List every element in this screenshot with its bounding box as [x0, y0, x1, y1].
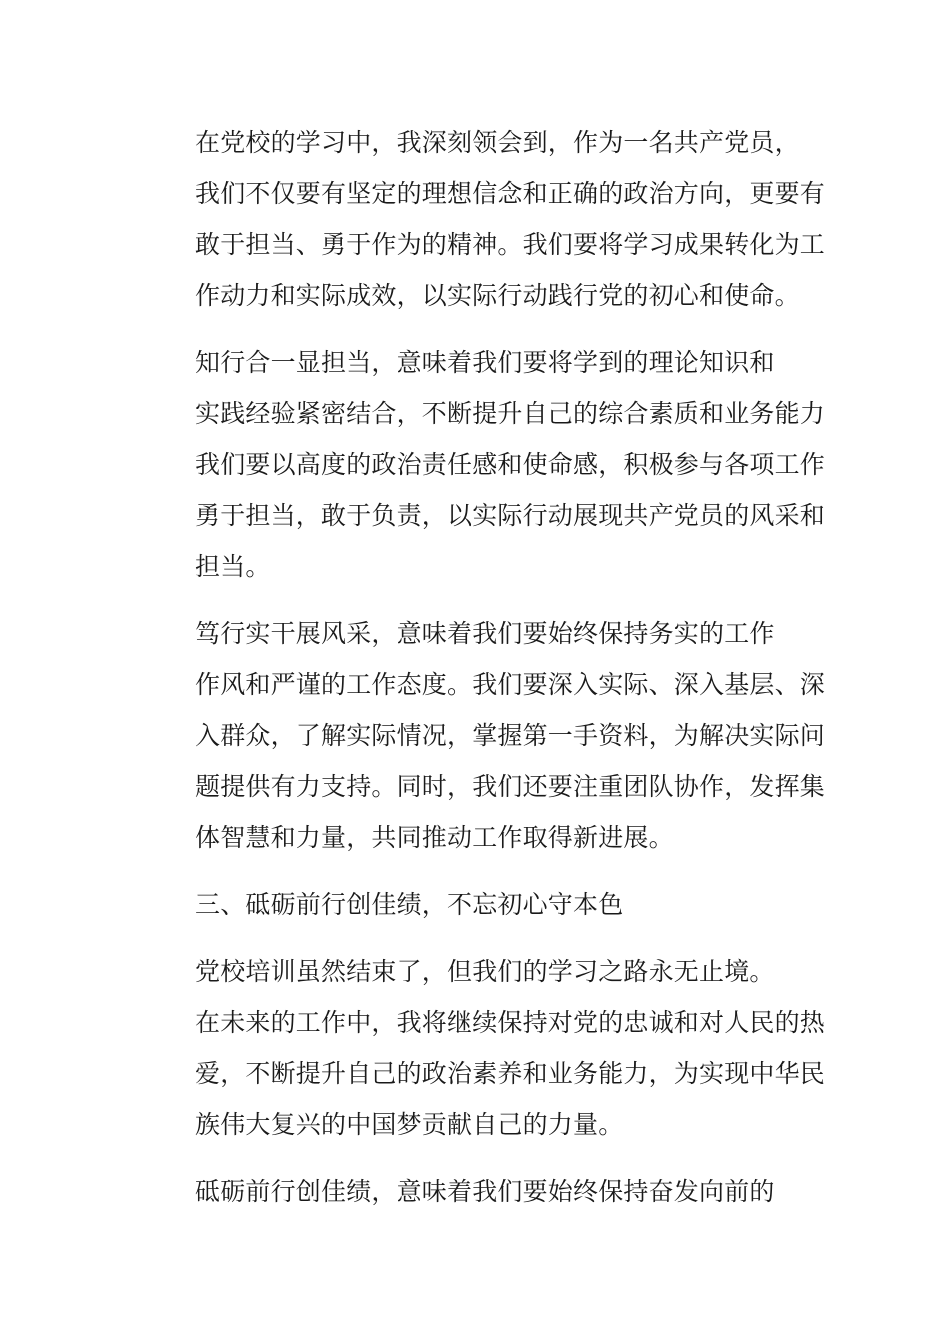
text-line: 入群众，了解实际情况，掌握第一手资料，为解决实际问 — [195, 721, 826, 750]
text-line: 知行合一显担当，意味着我们要将学到的理论知识和 — [195, 348, 775, 377]
paragraph-continued-learning — [144, 946, 824, 1150]
text-line: 体智慧和力量，共同推动工作取得新进展。 — [195, 823, 674, 852]
text-line: 我们要以高度的政治责任感和使命感，积极参与各项工作 — [195, 450, 826, 479]
paragraph-unity-of-knowledge-action — [144, 337, 824, 592]
text-line: 勇于担当，敢于负责，以实际行动展现共产党员的风采和 — [195, 501, 826, 530]
text-line: 族伟大复兴的中国梦贡献自己的力量。 — [195, 1110, 624, 1139]
text-line: 砥砺前行创佳绩，意味着我们要始终保持奋发向前的 — [195, 1177, 775, 1206]
text-line: 作动力和实际成效，以实际行动践行党的初心和使命。 — [195, 281, 800, 310]
text-line: 在未来的工作中，我将继续保持对党的忠诚和对人民的热 — [195, 1008, 826, 1037]
text-line: 笃行实干展风采，意味着我们要始终保持务实的工作 — [195, 619, 775, 648]
paragraph-practical-work — [144, 608, 824, 863]
text-line: 党校培训虽然结束了，但我们的学习之路永无止境。 — [195, 957, 775, 986]
text-line: 敢于担当、勇于作为的精神。我们要将学习成果转化为工 — [195, 230, 826, 259]
text-line: 我们不仅要有坚定的理想信念和正确的政治方向，更要有 — [195, 179, 826, 208]
text-line: 作风和严谨的工作态度。我们要深入实际、深入基层、深 — [195, 670, 826, 699]
text-line: 题提供有力支持。同时，我们还要注重团队协作，发挥集 — [195, 772, 826, 801]
text-line: 爱，不断提升自己的政治素养和业务能力，为实现中华民 — [195, 1059, 826, 1088]
paragraph-forging-ahead — [144, 1166, 824, 1217]
section-heading: 三、砥砺前行创佳绩，不忘初心守本色 — [195, 890, 624, 919]
paragraph-study-insight — [144, 117, 824, 321]
document-body — [144, 117, 824, 1233]
text-line: 在党校的学习中，我深刻领会到，作为一名共产党员， — [195, 128, 800, 157]
text-line: 担当。 — [195, 552, 271, 581]
text-line: 实践经验紧密结合，不断提升自己的综合素质和业务能力 — [195, 399, 826, 428]
